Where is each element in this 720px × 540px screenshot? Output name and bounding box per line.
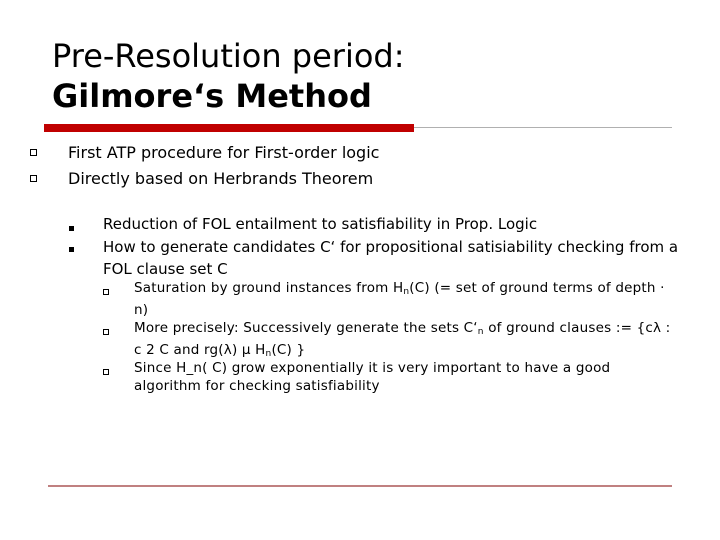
bullet-text-level3: Since H_n( C) grow exponentially it is very important to have a good algorithm for checking satisfiability bbox=[134, 360, 611, 394]
bullet-text-level1: Directly based on Herbrands Theorem bbox=[68, 169, 374, 188]
title-accent-bar bbox=[44, 124, 414, 132]
bullet-hollow-square-icon bbox=[30, 149, 37, 156]
title-line-2: Gilmore‘s Method bbox=[52, 77, 372, 115]
title-divider-rule bbox=[414, 127, 672, 128]
bullet-text-level2: How to generate candidates C‘ for propositional satisiability checking from a FOL clause set C bbox=[103, 238, 679, 278]
bullet-text-level3: Saturation by ground instances from $H_n(C)$ (= set of ground terms of depth · n) bbox=[134, 280, 665, 318]
slide-title bbox=[52, 36, 405, 116]
title-line-1: Pre-Resolution period: bbox=[52, 37, 405, 75]
bullet-hollow-square-icon bbox=[103, 329, 109, 335]
bullet-text-level3: More precisely: Successively generate the sets $C‘_n$ of ground clauses := {cλ : c 2 C and rg(λ) µ $H_n(C)$ } bbox=[134, 320, 671, 359]
bullet-filled-square-icon bbox=[69, 226, 74, 231]
bullet-hollow-square-icon bbox=[30, 175, 37, 182]
bullet-hollow-square-icon bbox=[103, 369, 109, 375]
bullet-hollow-square-icon bbox=[103, 289, 109, 295]
bullet-text-level1: First ATP procedure for First-order logic bbox=[68, 143, 380, 162]
footer-rule bbox=[48, 485, 672, 487]
bullet-text-level2: Reduction of FOL entailment to satisfiability in Prop. Logic bbox=[103, 215, 538, 233]
bullet-filled-square-icon bbox=[69, 247, 74, 252]
